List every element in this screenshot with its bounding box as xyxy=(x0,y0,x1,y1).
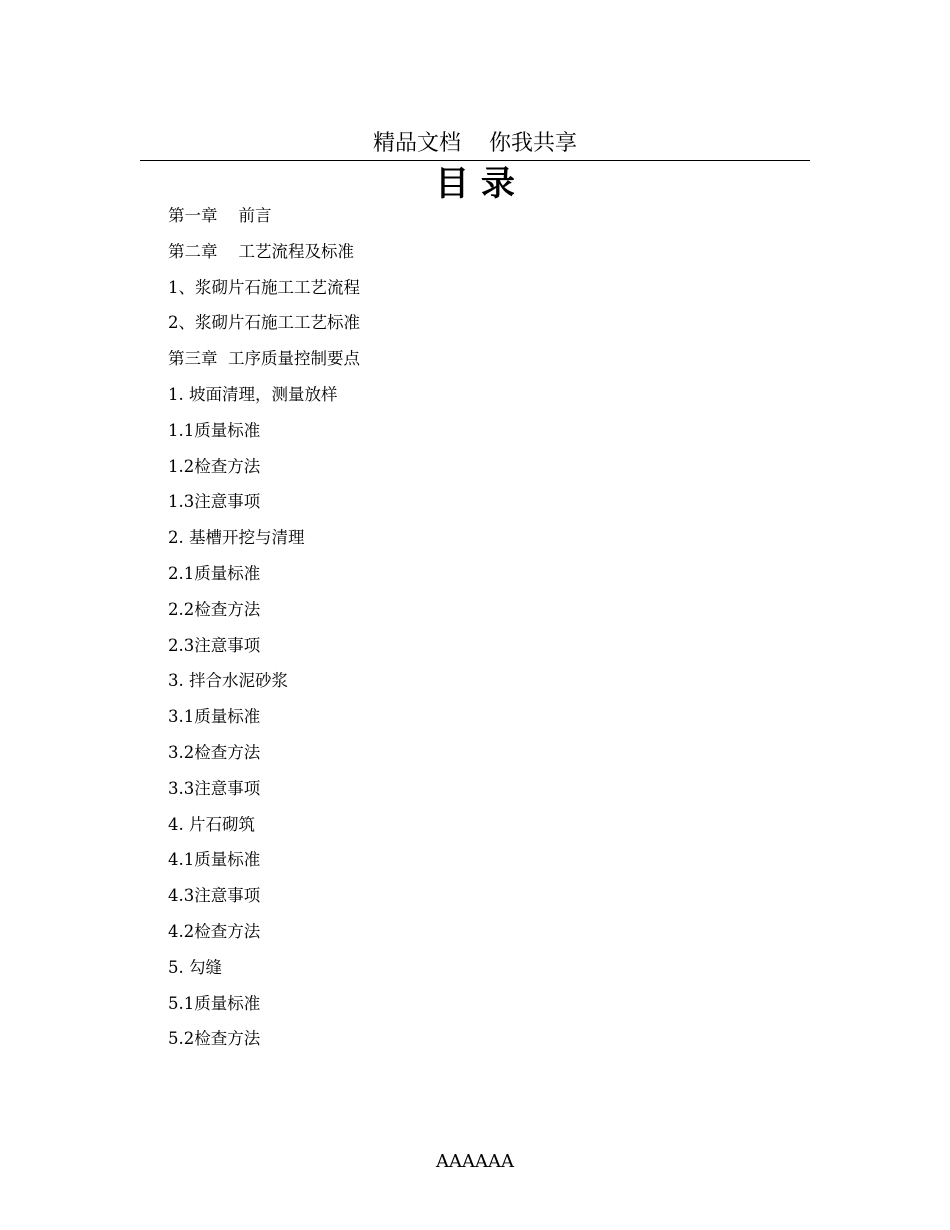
toc-item[interactable]: 3.2检查方法 xyxy=(168,742,261,762)
toc-item[interactable]: 第一章 前言 xyxy=(168,206,272,225)
toc-item[interactable]: 1. 坡面清理，测量放样 xyxy=(168,384,338,404)
toc-item[interactable]: 4.2检查方法 xyxy=(168,921,261,941)
toc-item[interactable]: 3.1质量标准 xyxy=(168,707,261,727)
toc-item[interactable]: 第三章 工序质量控制要点 xyxy=(168,349,360,369)
toc-item[interactable]: 5. 勾缝 xyxy=(168,957,222,977)
page-footer: AAAAAA xyxy=(436,1151,514,1172)
toc-item[interactable]: 5.2检查方法 xyxy=(168,1029,261,1049)
toc-item[interactable]: 3. 拌合水泥砂浆 xyxy=(168,671,288,691)
toc-item[interactable]: 1.3注意事项 xyxy=(168,492,261,512)
toc-item[interactable]: 1.1质量标准 xyxy=(168,420,261,440)
toc-item[interactable]: 1.2检查方法 xyxy=(168,456,261,476)
toc-item[interactable]: 3.3注意事项 xyxy=(168,778,261,798)
table-of-contents xyxy=(168,198,768,1057)
toc-item[interactable]: 4.1质量标准 xyxy=(168,850,261,870)
toc-item[interactable]: 4.3注意事项 xyxy=(168,886,261,906)
toc-item[interactable]: 2. 基槽开挖与清理 xyxy=(168,528,305,548)
toc-item[interactable]: 2.2检查方法 xyxy=(168,599,261,619)
page-header: 精品文档 你我共享 xyxy=(140,128,810,161)
page-title: 目 录 xyxy=(435,164,515,204)
toc-item[interactable]: 2.1质量标准 xyxy=(168,563,261,583)
toc-item[interactable]: 4. 片石砌筑 xyxy=(168,814,255,834)
toc-item[interactable]: 2.3注意事项 xyxy=(168,635,261,655)
toc-item[interactable]: 1、浆砌片石施工工艺流程 xyxy=(168,277,360,297)
toc-item[interactable]: 5.1质量标准 xyxy=(168,993,261,1013)
toc-item[interactable]: 2、浆砌片石施工工艺标准 xyxy=(168,313,360,333)
toc-item[interactable]: 第二章 工艺流程及标准 xyxy=(168,241,354,261)
